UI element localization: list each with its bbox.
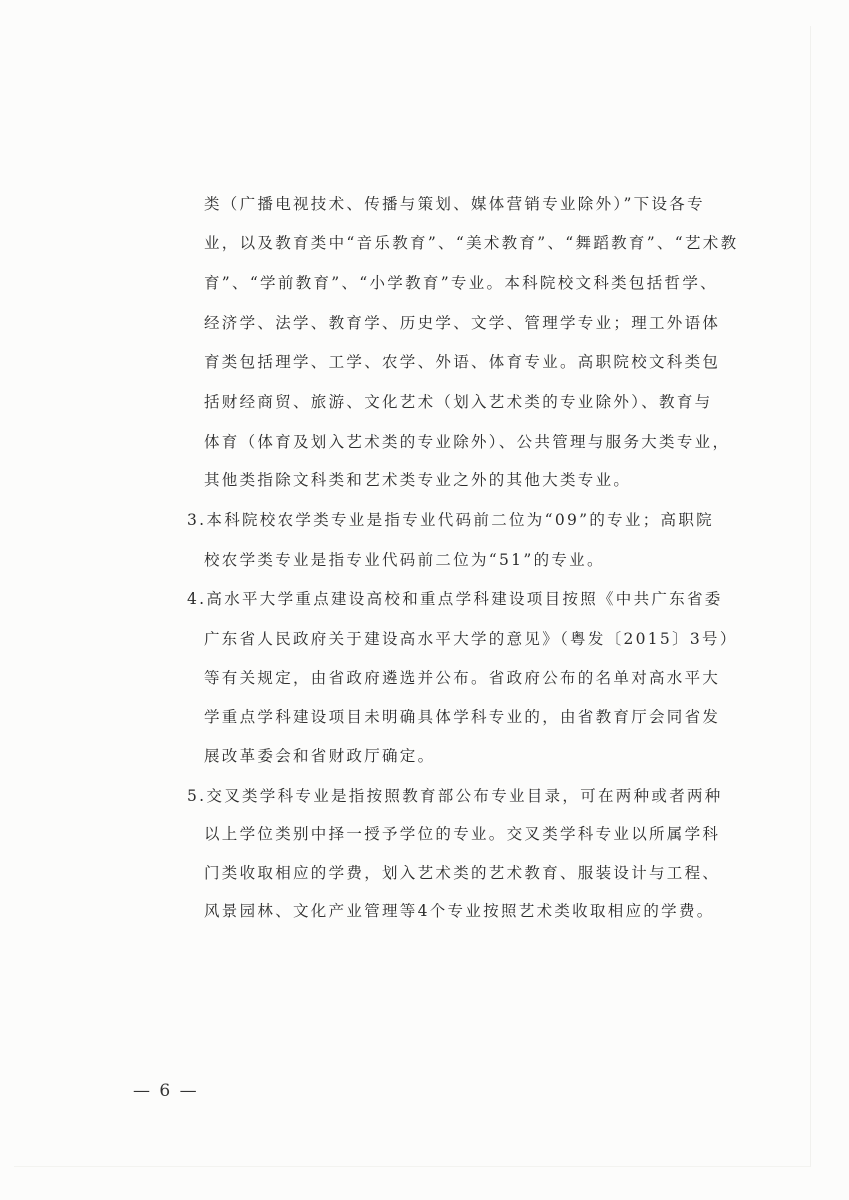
note-4-line: 广东省人民政府关于建设高水平大学的意见》（粤发〔2015〕3号）: [204, 630, 738, 648]
note-3-line: 校农学类专业是指专业代码前二位为“51”的专业。: [204, 551, 605, 569]
text-line: 育类包括理学、工学、农学、外语、体育专业。高职院校文科类包: [204, 353, 721, 371]
note-3-line: 3.本科院校农学类专业是指专业代码前二位为“09”的专业；高职院: [187, 511, 714, 529]
text-line: 业，以及教育类中“音乐教育”、“美术教育”、“舞蹈教育”、“艺术教: [204, 234, 739, 252]
page-number: — 6 —: [133, 1081, 199, 1101]
text-line: 经济学、法学、教育学、历史学、文学、管理学专业；理工外语体: [204, 314, 721, 332]
note-4-line: 学重点学科建设项目未明确具体学科专业的，由省教育厅会同省发: [204, 708, 721, 726]
text-line: 育”、“学前教育”、“小学教育”专业。本科院校文科类包括哲学、: [204, 274, 718, 292]
text-line: 括财经商贸、旅游、文化艺术（划入艺术类的专业除外）、教育与: [204, 393, 713, 411]
note-5-line: 风景园林、文化产业管理等4个专业按照艺术类收取相应的学费。: [204, 902, 715, 920]
text-line: 其他类指除文科类和艺术类专业之外的其他大类专业。: [204, 471, 632, 489]
text-line: 类（广播电视技术、传播与策划、媒体营销专业除外）”下设各专: [204, 195, 705, 213]
note-5-line: 以上学位类别中择一授予学位的专业。交叉类学科专业以所属学科: [204, 825, 721, 843]
text-line: 体育（体育及划入艺术类的专业除外）、公共管理与服务大类专业，: [204, 433, 731, 451]
note-5-line: 门类收取相应的学费，划入艺术类的艺术教育、服装设计与工程、: [204, 864, 721, 882]
note-5-line: 5.交叉类学科专业是指按照教育部公布专业目录，可在两种或者两种: [187, 787, 723, 805]
note-4-line: 等有关规定，由省政府遴选并公布。省政府公布的名单对高水平大: [204, 669, 721, 687]
note-4-line: 展改革委会和省财政厅确定。: [204, 747, 436, 765]
note-4-line: 4.高水平大学重点建设高校和重点学科建设项目按照《中共广东省委: [187, 590, 723, 608]
